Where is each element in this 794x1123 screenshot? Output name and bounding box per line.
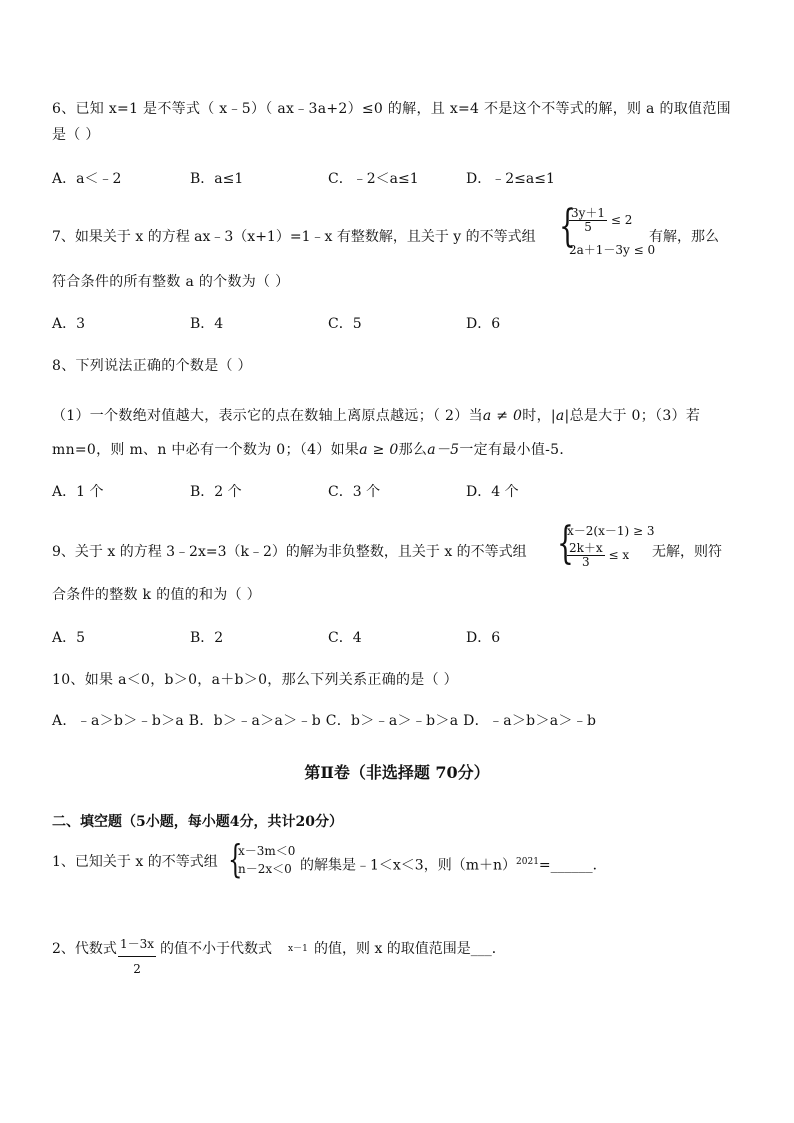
question-9-line-1 [52,518,752,582]
question-7-prefix: 7、如果关于 x 的方程 ax﹣3（x+1）=1﹣x 有整数解，且关于 y 的不等式组 [52,229,536,245]
question-9-suffix: 无解，则符 [652,544,722,560]
inequality-2: 2a＋1－3y ≤ 0 [569,243,656,257]
question-7-line-1 [52,201,752,265]
fill-2-suffix: 的值，则 x 的取值范围是___． [314,941,506,957]
q8-text-f: mn=0，则 m、n 中必有一个数为 0；（4）如果 [52,442,360,458]
question-7-options [52,312,752,336]
question-7-line-2: 符合条件的所有整数 a 的个数为（ ） [52,274,290,290]
fraction-denominator: 3 [582,555,590,569]
question-10-options: A．﹣a＞b＞﹣b＞a B．b＞﹣a＞a＞﹣b C．b＞﹣a＞﹣b＞a D．﹣a＞b＞a＞﹣b [52,713,597,729]
brace-symbol: { [559,201,576,252]
inequality-system-mn [228,837,298,884]
fraction-numerator: 1－3x [118,932,156,957]
brace-symbol: { [228,837,243,881]
question-8-line-2 [52,404,754,428]
question-9-line-2: 合条件的整数 k 的值的和为（ ） [52,587,261,603]
question-6-line-2: 是（ ） [52,127,100,143]
inequality-2-relation: ≤ x [608,548,630,562]
brace-symbol: { [557,518,574,569]
option-a: A．1 个 [52,484,104,500]
q8-math-a-ge-0: a ≥ 0 [359,442,399,458]
inequality-1: x－2(x－1) ≥ 3 [567,524,655,538]
fill-1-prefix: 1、已知关于 x 的不等式组 [52,854,218,870]
option-b: B．2 [190,630,224,646]
fraction-numerator: 2k＋x [569,541,603,555]
option-b: B．4 [190,316,224,332]
option-c: C．3 个 [328,484,381,500]
q8-math-a-minus-5: a－5 [427,442,460,458]
fill-question-1 [52,837,752,884]
question-8-line-3 [52,438,754,462]
fraction-denominator: 2 [133,962,141,976]
question-9-prefix: 9、关于 x 的方程 3﹣2x=3（k﹣2）的解为非负整数，且关于 x 的不等式组 [52,544,527,560]
fraction [569,207,607,234]
option-c: C．4 [328,630,362,646]
q8-math-a-ne-0: a ≠ 0 [482,408,523,424]
option-a: A．5 [52,630,86,646]
option-b: B．a≤1 [190,171,244,187]
q8-text-e: 总是大于 0；（3）若 [569,408,701,424]
fraction [567,542,605,569]
inequality-1 [569,207,632,234]
inequality-system-x [557,518,667,582]
q8-math-abs-a: |a| [550,408,570,424]
inequality-2 [567,542,629,569]
question-6-line-1: 6、已知 x=1 是不等式（ x﹣5）（ ax﹣3a+2）≤0 的解，且 x=4 不是这个不等式的解，则 a 的取值范围 [52,101,731,117]
fill-1-suffix-text: 的解集是﹣1＜x＜3，则（m＋n） [300,857,517,874]
small-expression: x－1 [288,944,308,954]
question-7-suffix: 有解，那么 [649,229,719,245]
section-2-title: 二、填空题（5小题，每小题4分，共计20分） [52,814,343,830]
question-8-options [52,480,752,504]
option-d: D．6 [466,630,501,646]
option-c: C．5 [328,316,362,332]
question-6-options [52,167,752,191]
part-2-title: 第Ⅱ卷（非选择题 70分） [304,763,490,782]
option-a: A．a＜﹣2 [52,171,122,187]
fill-1-suffix [300,850,607,878]
option-d: D．4 个 [466,484,519,500]
option-d: D．﹣2≤a≤1 [466,171,555,187]
option-a: A．3 [52,316,86,332]
question-8-line-1: 8、下列说法正确的个数是（ ） [52,358,252,374]
answer-blank: =______． [538,857,607,874]
fraction-denominator: 5 [584,220,592,234]
fill-2-prefix: 2、代数式 [52,941,117,957]
inequality-2: n－2x＜0 [238,862,292,876]
inequality-system-y [559,201,659,265]
question-9-options [52,626,752,650]
fill-question-2 [52,928,752,976]
q8-text-c: 时， [522,408,551,424]
q8-text-g: 那么 [398,442,428,458]
fraction-numerator: 3y＋1 [571,206,606,220]
option-c: C．﹣2＜a≤1 [328,171,419,187]
option-d: D．6 [466,316,501,332]
inequality-1-relation: ≤ 2 [610,213,633,227]
option-b: B．2 个 [190,484,242,500]
question-10-line-1: 10、如果 a＜0，b＞0，a＋b＞0，那么下列关系正确的是（ ） [52,672,458,688]
fill-2-middle: 的值不小于代数式 [160,941,272,957]
exponent: 2021 [516,857,539,867]
q8-text-h: 一定有最小值-5． [459,442,574,458]
inequality-1: x－3m＜0 [238,844,296,858]
fraction [118,932,156,981]
q8-text-a: （1）一个数绝对值越大，表示它的点在数轴上离原点越远；（ 2）当 [52,408,483,424]
